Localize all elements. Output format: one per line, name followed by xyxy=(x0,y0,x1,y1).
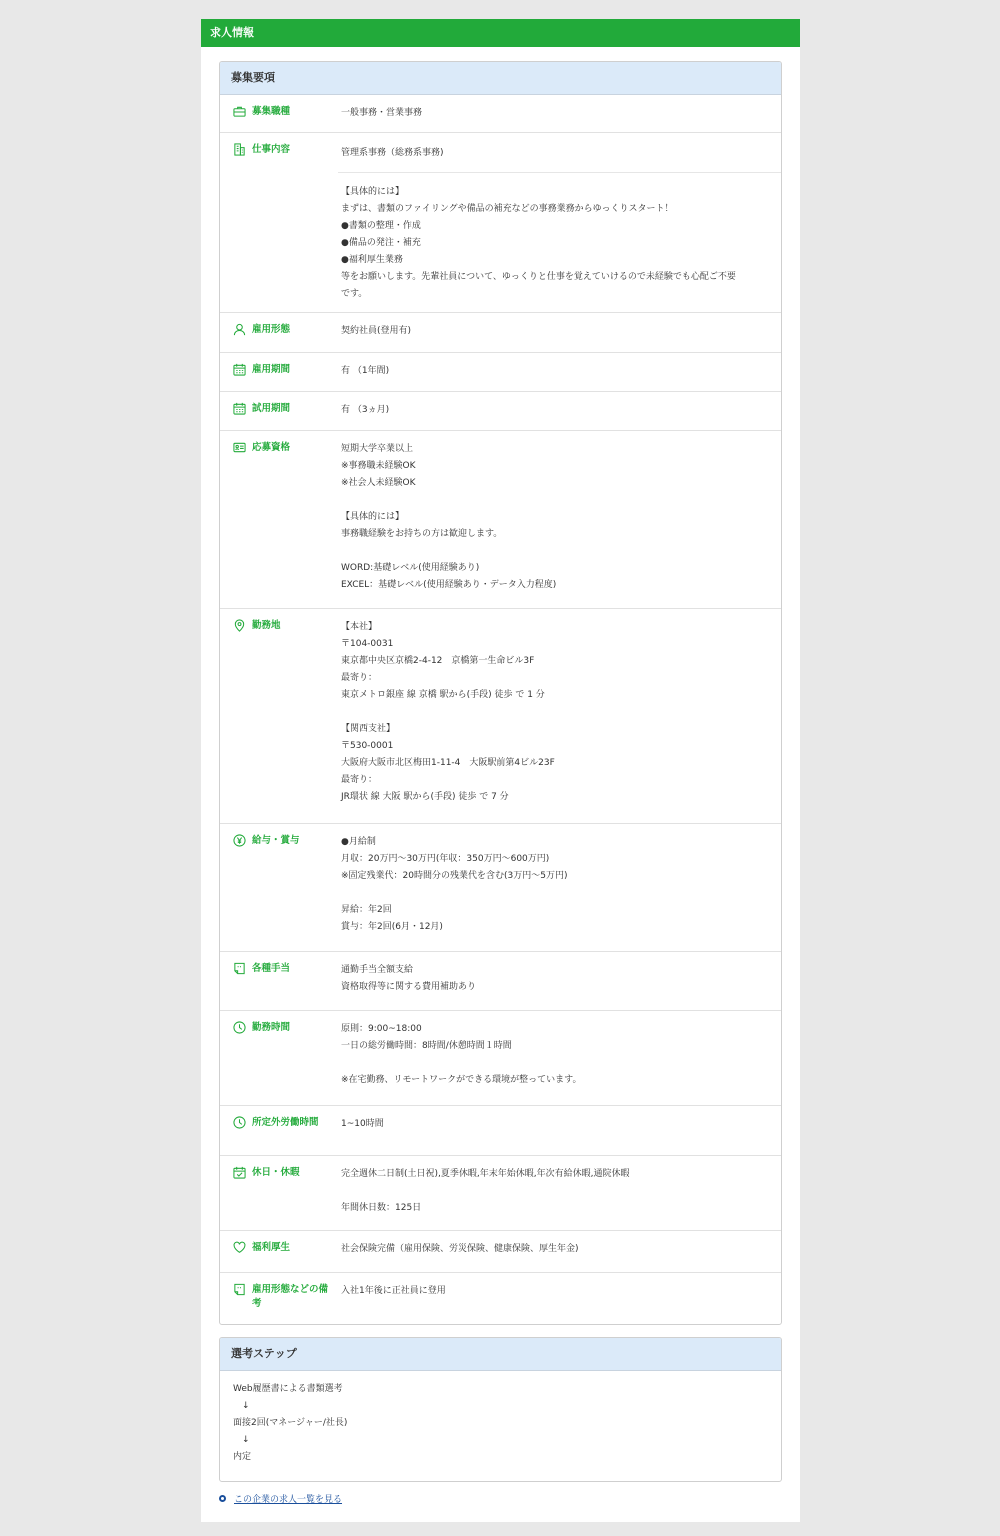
requirement-label-text: 試用期間 xyxy=(252,403,291,414)
requirement-value xyxy=(341,1241,761,1258)
step-arrow: ↓ xyxy=(242,1435,250,1445)
detail-line: ●備品の発注・補充 xyxy=(341,238,421,248)
document-icon xyxy=(233,1283,246,1296)
job-info-page xyxy=(201,19,800,1522)
requirement-value xyxy=(341,323,761,340)
requirement-value xyxy=(341,962,761,996)
calendar-icon xyxy=(233,363,246,376)
value-line: ※固定残業代：20時間分の残業代を含む(3万円〜5万円) xyxy=(341,871,568,881)
step-item: Web履歴書による書類選考 xyxy=(233,1384,343,1394)
calendar-icon xyxy=(233,402,246,415)
requirement-label xyxy=(233,834,333,848)
requirement-label xyxy=(233,1283,333,1311)
requirement-row xyxy=(220,95,781,132)
value-line: ※事務職未経験OK xyxy=(341,461,416,471)
value-line: 〒530-0001 xyxy=(341,741,394,751)
value-line: 【本社】 xyxy=(341,622,378,632)
requirement-label-text: 雇用期間 xyxy=(252,364,291,375)
requirement-label-text: 勤務時間 xyxy=(252,1022,291,1033)
requirement-row xyxy=(220,1230,781,1273)
detail-line: まずは、書類のファイリングや備品の補充などの事務業務からゆっくりスタート！ xyxy=(341,204,674,214)
detail-line: ●福利厚生業務 xyxy=(341,255,403,265)
selection-title: 選考ステップ xyxy=(220,1338,781,1371)
requirement-label-text: 応募資格 xyxy=(252,442,291,453)
requirements-panel xyxy=(219,61,782,1325)
value-line xyxy=(341,1183,761,1200)
requirement-row xyxy=(220,352,781,392)
value-line: 一般事務・営業事務 xyxy=(341,108,423,118)
value-line: 【具体的には】 xyxy=(341,512,405,522)
requirement-label-text: 各種手当 xyxy=(252,963,291,974)
requirement-label-text: 募集職種 xyxy=(252,106,291,117)
id-card-icon xyxy=(233,441,246,454)
requirement-value xyxy=(341,834,761,936)
requirement-row xyxy=(220,430,781,609)
requirement-value xyxy=(341,105,761,122)
yen-icon xyxy=(233,834,246,847)
requirement-value xyxy=(341,1116,761,1133)
requirement-value xyxy=(341,402,761,419)
value-line: 社会保険完備（雇用保険、労災保険、健康保険、厚生年金) xyxy=(341,1244,579,1254)
requirement-label xyxy=(233,441,333,455)
detail-line: 【具体的には】 xyxy=(341,187,405,197)
requirement-row xyxy=(220,1010,781,1106)
requirement-row xyxy=(220,132,781,313)
requirement-row xyxy=(220,312,781,353)
requirement-label xyxy=(233,143,333,157)
requirement-label xyxy=(233,105,333,119)
requirement-row xyxy=(220,951,781,1011)
requirements-title: 募集要項 xyxy=(220,62,781,95)
clock-icon xyxy=(233,1021,246,1034)
page-title: 求人情報 xyxy=(201,19,800,47)
requirement-label-text: 雇用形態 xyxy=(252,324,291,335)
building-icon xyxy=(233,143,246,156)
document-icon xyxy=(233,962,246,975)
briefcase-icon xyxy=(233,105,246,118)
requirement-label xyxy=(233,402,333,416)
requirement-row xyxy=(220,1272,781,1325)
value-line: 一日の総労働時間：8時間/休憩時間１時間 xyxy=(341,1041,512,1051)
value-line: 昇給：年2回 xyxy=(341,905,392,915)
requirement-label xyxy=(233,619,333,633)
requirement-value xyxy=(341,1166,761,1217)
value-line: 1~10時間 xyxy=(341,1119,384,1129)
requirement-value xyxy=(341,1021,761,1089)
requirement-label xyxy=(233,962,333,976)
value-line: ●月給制 xyxy=(341,837,376,847)
detail-line: ●書類の整理・作成 xyxy=(341,221,421,231)
value-line: 最寄り： xyxy=(341,673,378,683)
value-line: 短期大学卒業以上 xyxy=(341,444,414,454)
value-line: 最寄り： xyxy=(341,775,378,785)
value-line: 賞与：年2回(6月・12月) xyxy=(341,922,443,932)
value-line: 月収：20万円〜30万円(年収：350万円〜600万円) xyxy=(341,854,550,864)
requirement-value xyxy=(341,1283,761,1300)
step-item: 面接2回(マネージャー/社長) xyxy=(233,1418,348,1428)
value-line xyxy=(341,704,761,721)
requirement-detail xyxy=(341,184,761,303)
value-line: JR環状 線 大阪 駅から(手段) 徒歩 で 7 分 xyxy=(341,792,509,802)
requirement-label xyxy=(233,1116,333,1130)
map-pin-icon xyxy=(233,619,246,632)
value-line: 入社1年後に正社員に登用 xyxy=(341,1286,446,1296)
value-line xyxy=(341,1055,761,1072)
step-arrow: ↓ xyxy=(242,1401,250,1411)
value-line: 〒104-0031 xyxy=(341,639,394,649)
row-sub-divider xyxy=(338,172,781,173)
requirement-value xyxy=(341,619,761,806)
value-line: ※在宅勤務、リモートワークができる環境が整っています。 xyxy=(341,1075,582,1085)
requirement-value xyxy=(341,441,761,594)
value-line: 資格取得等に関する費用補助あり xyxy=(341,982,477,992)
requirement-row xyxy=(220,1155,781,1231)
requirement-label xyxy=(233,363,333,377)
detail-line: です。 xyxy=(341,289,368,299)
value-line: 完全週休二日制(土日祝),夏季休暇,年末年始休暇,年次有給休暇,通院休暇 xyxy=(341,1169,630,1179)
value-line: 大阪府大阪市北区梅田1-11-4 大阪駅前第4ビル23F xyxy=(341,758,555,768)
requirement-row xyxy=(220,608,781,824)
requirement-value xyxy=(341,145,761,162)
value-line: 契約社員(登用有) xyxy=(341,326,412,336)
detail-line: 等をお願いします。先輩社員について、ゆっくりと仕事を覚えていけるので未経験でも心配ご不要 xyxy=(341,272,736,282)
selection-panel xyxy=(219,1337,782,1482)
requirement-label xyxy=(233,323,333,337)
company-jobs-link[interactable]: この企業の求人一覧を見る xyxy=(234,1495,343,1505)
requirement-label-text: 仕事内容 xyxy=(252,144,291,155)
requirement-label-text: 所定外労働時間 xyxy=(252,1117,319,1128)
requirement-label-text: 福利厚生 xyxy=(252,1242,291,1253)
value-line: 管理系事務（総務系事務) xyxy=(341,148,444,158)
value-line: WORD:基礎レベル(使用経験あり) xyxy=(341,563,480,573)
requirement-row xyxy=(220,1105,781,1156)
requirement-label xyxy=(233,1241,333,1255)
person-icon xyxy=(233,323,246,336)
selection-steps xyxy=(220,1371,781,1476)
value-line: 東京都中央区京橋2-4-12 京橋第一生命ビル3F xyxy=(341,656,535,666)
value-line xyxy=(341,492,761,509)
value-line xyxy=(341,885,761,902)
step-item: 内定 xyxy=(233,1452,252,1462)
value-line: 年間休日数：125日 xyxy=(341,1203,422,1213)
requirement-label-text: 休日・休暇 xyxy=(252,1167,300,1178)
value-line: 通勤手当全額支給 xyxy=(341,965,414,975)
requirement-label xyxy=(233,1021,333,1035)
value-line: ※社会人未経験OK xyxy=(341,478,416,488)
value-line: 有 （1年間) xyxy=(341,366,390,376)
clock-icon xyxy=(233,1116,246,1129)
requirement-value xyxy=(341,363,761,380)
calendar-check-icon xyxy=(233,1166,246,1179)
value-line xyxy=(341,543,761,560)
requirement-row xyxy=(220,391,781,431)
value-line: 【関西支社】 xyxy=(341,724,396,734)
requirement-row xyxy=(220,823,781,952)
requirement-label-text: 雇用形態などの備考 xyxy=(252,1284,329,1309)
company-jobs-link-row[interactable] xyxy=(219,1492,342,1505)
requirement-label-text: 給与・賞与 xyxy=(252,835,300,846)
value-line: 原則：9:00~18:00 xyxy=(341,1024,422,1034)
value-line: 東京メトロ銀座 線 京橋 駅から(手段) 徒歩 で 1 分 xyxy=(341,690,545,700)
requirement-label xyxy=(233,1166,333,1180)
value-line: EXCEL：基礎レベル(使用経験あり・データ入力程度) xyxy=(341,580,557,590)
bullet-circle-icon xyxy=(219,1495,226,1502)
requirement-label-text: 勤務地 xyxy=(252,620,281,631)
heart-icon xyxy=(233,1241,246,1254)
value-line: 事務職経験をお持ちの方は歓迎します。 xyxy=(341,529,503,539)
value-line: 有 （3ヵ月) xyxy=(341,405,390,415)
